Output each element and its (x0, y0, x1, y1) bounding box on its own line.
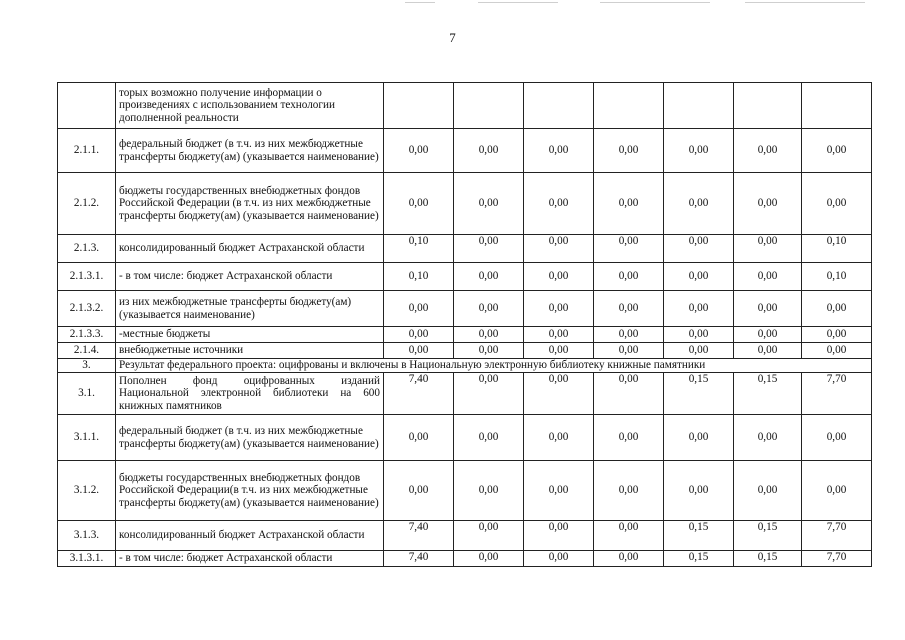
table-row (58, 129, 872, 173)
table-row (58, 83, 872, 129)
row-number: 2.1.3.1. (58, 263, 116, 291)
value-cell: 0,00 (594, 327, 664, 343)
value-cell: 0,00 (734, 343, 802, 359)
row-number: 2.1.3.2. (58, 291, 116, 327)
value-cell: 0,00 (594, 129, 664, 173)
value-cell: 0,00 (384, 327, 454, 343)
value-cell: 0,00 (664, 173, 734, 235)
row-description: бюджеты государственных внебюджетных фондов Российской Федерации (в т.ч. из них межбюджетные трансферты бюджету(ам) (указывается наименование) (116, 173, 384, 235)
table-row (58, 235, 872, 263)
value-cell: 0,00 (524, 521, 594, 551)
value-cell: 0,00 (454, 343, 524, 359)
value-cell (664, 83, 734, 129)
row-description: бюджеты государственных внебюджетных фондов Российской Федерации(в т.ч. из них межбюджетные трансферты бюджету(ам) (указывается наименование) (116, 461, 384, 521)
table-row (58, 415, 872, 461)
row-number: 2.1.2. (58, 173, 116, 235)
value-cell: 0,00 (734, 235, 802, 263)
value-cell: 0,00 (524, 343, 594, 359)
row-number: 3.1. (58, 373, 116, 415)
value-cell: 0,00 (734, 291, 802, 327)
value-cell: 0,00 (384, 415, 454, 461)
value-cell: 0,00 (524, 551, 594, 567)
section-row (58, 359, 872, 373)
table-row (58, 551, 872, 567)
value-cell (384, 83, 454, 129)
row-number: 2.1.1. (58, 129, 116, 173)
row-number: 3.1.1. (58, 415, 116, 461)
value-cell: 0,00 (384, 343, 454, 359)
value-cell: 0,00 (524, 173, 594, 235)
value-cell: 0,00 (734, 263, 802, 291)
scan-edge-mark (600, 2, 710, 3)
value-cell: 0,10 (384, 235, 454, 263)
row-description: - в том числе: бюджет Астраханской области (116, 551, 384, 567)
value-cell: 0,00 (734, 415, 802, 461)
value-cell: 0,15 (734, 521, 802, 551)
value-cell: 0,00 (454, 291, 524, 327)
value-cell: 0,00 (454, 129, 524, 173)
value-cell: 0,00 (384, 291, 454, 327)
value-cell: 0,00 (524, 461, 594, 521)
value-cell: 0,00 (664, 235, 734, 263)
value-cell: 0,15 (734, 373, 802, 415)
value-cell (454, 83, 524, 129)
value-cell: 7,40 (384, 373, 454, 415)
row-number: 3.1.2. (58, 461, 116, 521)
table-row (58, 373, 872, 415)
value-cell: 0,00 (594, 173, 664, 235)
row-description: из них межбюджетные трансферты бюджету(ам) (указывается наименование) (116, 291, 384, 327)
value-cell: 0,00 (802, 173, 872, 235)
value-cell: 0,15 (664, 551, 734, 567)
value-cell: 0,00 (594, 461, 664, 521)
value-cell: 0,00 (664, 343, 734, 359)
value-cell: 0,00 (454, 263, 524, 291)
row-number: 2.1.3. (58, 235, 116, 263)
value-cell: 0,00 (734, 327, 802, 343)
value-cell: 0,00 (454, 373, 524, 415)
page-number: 7 (449, 30, 456, 45)
value-cell: 0,00 (802, 327, 872, 343)
value-cell: 0,00 (734, 173, 802, 235)
value-cell: 0,15 (664, 521, 734, 551)
row-description: -местные бюджеты (116, 327, 384, 343)
scan-edge-mark (478, 2, 558, 3)
table-row (58, 291, 872, 327)
row-description: федеральный бюджет (в т.ч. из них межбюджетные трансферты бюджету(ам) (указывается наименование) (116, 415, 384, 461)
value-cell: 0,10 (802, 235, 872, 263)
value-cell: 0,00 (524, 129, 594, 173)
row-number: 3.1.3. (58, 521, 116, 551)
value-cell: 0,00 (454, 521, 524, 551)
value-cell: 0,00 (524, 235, 594, 263)
value-cell: 0,00 (384, 129, 454, 173)
value-cell: 0,00 (664, 263, 734, 291)
section-number: 3. (58, 359, 116, 373)
value-cell: 0,00 (594, 343, 664, 359)
value-cell: 0,00 (454, 551, 524, 567)
value-cell: 0,00 (524, 291, 594, 327)
value-cell: 0,00 (454, 173, 524, 235)
value-cell: 0,00 (594, 291, 664, 327)
value-cell: 0,10 (384, 263, 454, 291)
value-cell: 0,00 (664, 327, 734, 343)
value-cell: 0,00 (524, 415, 594, 461)
value-cell: 0,00 (594, 415, 664, 461)
table-row (58, 327, 872, 343)
value-cell: 0,00 (802, 415, 872, 461)
value-cell: 0,00 (384, 173, 454, 235)
value-cell: 0,00 (664, 291, 734, 327)
table-row (58, 173, 872, 235)
row-description: консолидированный бюджет Астраханской области (116, 521, 384, 551)
scan-edge-mark (745, 2, 865, 3)
value-cell: 0,00 (384, 461, 454, 521)
value-cell: 0,00 (594, 521, 664, 551)
value-cell: 0,00 (664, 415, 734, 461)
value-cell: 0,00 (664, 129, 734, 173)
scan-edge-mark (405, 2, 435, 3)
value-cell: 0,10 (802, 263, 872, 291)
table-row (58, 263, 872, 291)
value-cell: 0,00 (734, 461, 802, 521)
value-cell: 0,00 (664, 461, 734, 521)
row-number: 3.1.3.1. (58, 551, 116, 567)
value-cell: 0,00 (524, 263, 594, 291)
value-cell (594, 83, 664, 129)
table-row (58, 461, 872, 521)
row-description: Пополнен фонд оцифрованных изданий Национальной электронной библиотеки на 600 книжных памятников (116, 373, 384, 415)
value-cell: 0,15 (664, 373, 734, 415)
value-cell: 7,40 (384, 521, 454, 551)
row-description: консолидированный бюджет Астраханской области (116, 235, 384, 263)
value-cell: 0,00 (594, 235, 664, 263)
value-cell: 0,00 (454, 461, 524, 521)
value-cell: 0,00 (802, 343, 872, 359)
value-cell: 0,00 (734, 129, 802, 173)
budget-table (57, 82, 872, 567)
value-cell (802, 83, 872, 129)
value-cell: 7,70 (802, 521, 872, 551)
table-row (58, 343, 872, 359)
value-cell: 0,00 (454, 235, 524, 263)
row-number: 2.1.4. (58, 343, 116, 359)
section-title: Результат федерального проекта: оцифрованы и включены в Национальную электронную библиотеку книжные памятники (116, 359, 872, 373)
value-cell: 0,00 (802, 461, 872, 521)
value-cell: 7,70 (802, 373, 872, 415)
value-cell: 0,00 (802, 129, 872, 173)
value-cell: 0,00 (594, 263, 664, 291)
value-cell: 0,00 (594, 551, 664, 567)
value-cell: 0,00 (524, 327, 594, 343)
value-cell: 0,15 (734, 551, 802, 567)
value-cell: 0,00 (454, 327, 524, 343)
value-cell: 7,40 (384, 551, 454, 567)
row-number: 2.1.3.3. (58, 327, 116, 343)
value-cell: 0,00 (524, 373, 594, 415)
row-number (58, 83, 116, 129)
row-description: торых возможно получение информации о произведениях с использованием технологии дополненной реальности (116, 83, 384, 129)
value-cell: 7,70 (802, 551, 872, 567)
value-cell: 0,00 (454, 415, 524, 461)
value-cell: 0,00 (594, 373, 664, 415)
table-row (58, 521, 872, 551)
row-description: внебюджетные источники (116, 343, 384, 359)
value-cell (524, 83, 594, 129)
value-cell: 0,00 (802, 291, 872, 327)
row-description: федеральный бюджет (в т.ч. из них межбюджетные трансферты бюджету(ам) (указывается наименование) (116, 129, 384, 173)
row-description: - в том числе: бюджет Астраханской области (116, 263, 384, 291)
value-cell (734, 83, 802, 129)
